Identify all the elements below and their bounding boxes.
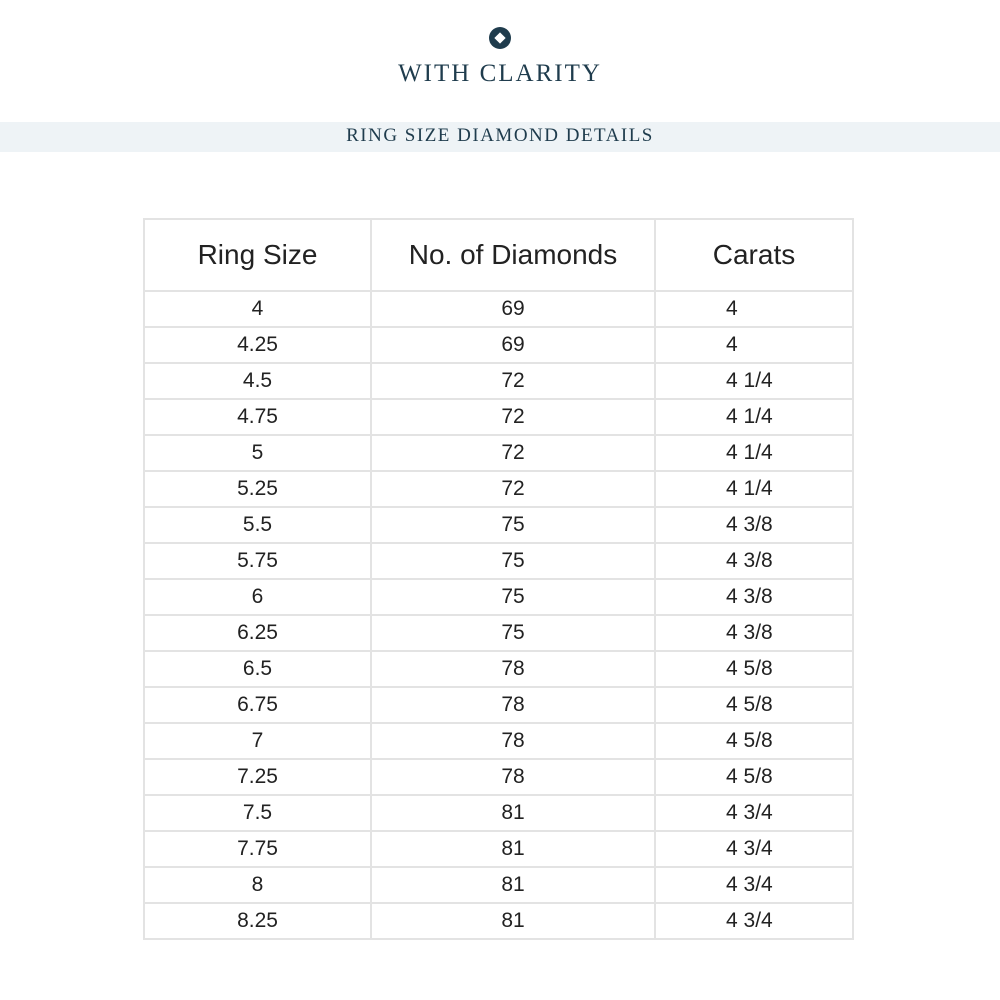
ring-size-cell: 8 xyxy=(144,867,371,903)
diamond-count-cell: 81 xyxy=(371,867,655,903)
table-row xyxy=(144,831,853,867)
carat-cell: 4 3/4 xyxy=(655,795,853,831)
table-row xyxy=(144,327,853,363)
table-row xyxy=(144,507,853,543)
ring-size-table xyxy=(143,218,854,940)
carat-cell: 4 5/8 xyxy=(655,687,853,723)
carat-cell: 4 1/4 xyxy=(655,363,853,399)
ring-size-cell: 4.75 xyxy=(144,399,371,435)
table-row xyxy=(144,615,853,651)
carat-cell: 4 5/8 xyxy=(655,651,853,687)
carat-cell: 4 5/8 xyxy=(655,723,853,759)
table-row xyxy=(144,435,853,471)
table-row xyxy=(144,291,853,327)
ring-size-cell: 7.25 xyxy=(144,759,371,795)
table-row xyxy=(144,579,853,615)
diamond-count-cell: 75 xyxy=(371,579,655,615)
carat-cell: 4 1/4 xyxy=(655,399,853,435)
table-row xyxy=(144,903,853,939)
diamond-count-cell: 72 xyxy=(371,399,655,435)
diamond-count-cell: 75 xyxy=(371,615,655,651)
page-title: RING SIZE DIAMOND DETAILS xyxy=(346,125,654,146)
ring-size-cell: 5.75 xyxy=(144,543,371,579)
carat-cell: 4 3/4 xyxy=(655,867,853,903)
diamond-count-cell: 78 xyxy=(371,759,655,795)
table-row xyxy=(144,723,853,759)
table-row xyxy=(144,795,853,831)
ring-size-cell: 7 xyxy=(144,723,371,759)
header-ring-size: Ring Size xyxy=(144,219,371,291)
diamond-count-cell: 81 xyxy=(371,903,655,939)
brand-name: WITH CLARITY xyxy=(398,60,602,87)
carat-cell: 4 1/4 xyxy=(655,435,853,471)
ring-size-cell: 6 xyxy=(144,579,371,615)
diamond-count-cell: 75 xyxy=(371,543,655,579)
table-row xyxy=(144,471,853,507)
diamond-count-cell: 72 xyxy=(371,363,655,399)
title-banner xyxy=(0,122,1000,152)
diamond-count-cell: 75 xyxy=(371,507,655,543)
carat-cell: 4 3/8 xyxy=(655,615,853,651)
table-body xyxy=(144,291,853,939)
ring-size-cell: 4 xyxy=(144,291,371,327)
carat-cell: 4 3/8 xyxy=(655,543,853,579)
table-row xyxy=(144,363,853,399)
carat-cell: 4 3/8 xyxy=(655,579,853,615)
diamond-count-cell: 78 xyxy=(371,651,655,687)
ring-size-cell: 4.5 xyxy=(144,363,371,399)
ring-size-cell: 7.5 xyxy=(144,795,371,831)
ring-size-cell: 8.25 xyxy=(144,903,371,939)
table-row xyxy=(144,651,853,687)
header-no-of-diamonds: No. of Diamonds xyxy=(371,219,655,291)
ring-size-cell: 7.75 xyxy=(144,831,371,867)
diamond-count-cell: 69 xyxy=(371,291,655,327)
diamond-count-cell: 81 xyxy=(371,831,655,867)
diamond-circle-icon xyxy=(489,27,511,49)
ring-size-cell: 6.25 xyxy=(144,615,371,651)
table-row xyxy=(144,687,853,723)
diamond-count-cell: 72 xyxy=(371,471,655,507)
table-row xyxy=(144,543,853,579)
diamond-count-cell: 81 xyxy=(371,795,655,831)
ring-size-cell: 5.5 xyxy=(144,507,371,543)
ring-size-cell: 5.25 xyxy=(144,471,371,507)
ring-size-cell: 6.5 xyxy=(144,651,371,687)
carat-cell: 4 3/4 xyxy=(655,831,853,867)
carat-cell: 4 5/8 xyxy=(655,759,853,795)
diamond-count-cell: 78 xyxy=(371,687,655,723)
table-header-row xyxy=(144,219,853,291)
table-row xyxy=(144,867,853,903)
ring-size-cell: 6.75 xyxy=(144,687,371,723)
table-row xyxy=(144,399,853,435)
ring-size-cell: 4.25 xyxy=(144,327,371,363)
carat-cell: 4 3/4 xyxy=(655,903,853,939)
ring-size-cell: 5 xyxy=(144,435,371,471)
carat-cell: 4 3/8 xyxy=(655,507,853,543)
carat-cell: 4 xyxy=(655,291,853,327)
header-carats: Carats xyxy=(655,219,853,291)
diamond-count-cell: 69 xyxy=(371,327,655,363)
carat-cell: 4 xyxy=(655,327,853,363)
carat-cell: 4 1/4 xyxy=(655,471,853,507)
table-row xyxy=(144,759,853,795)
diamond-count-cell: 78 xyxy=(371,723,655,759)
diamond-count-cell: 72 xyxy=(371,435,655,471)
